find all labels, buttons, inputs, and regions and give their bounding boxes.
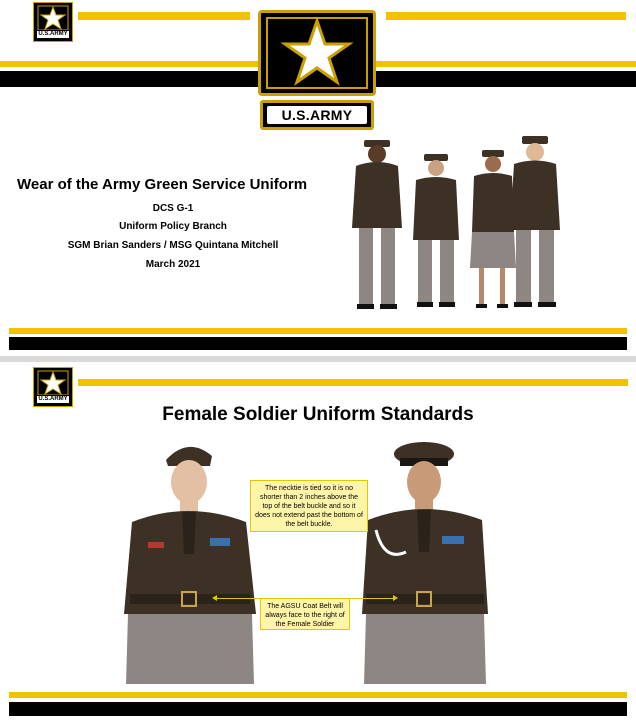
army-logo-small — [33, 367, 73, 407]
army-logo-small — [33, 2, 73, 42]
standards-slide — [0, 362, 636, 725]
army-star-icon — [37, 5, 69, 31]
bottom-gold-rule — [9, 328, 627, 334]
belt-callout: The AGSU Coat Belt will always face to the right of the Female Soldier — [260, 598, 350, 630]
top-gold-rule-right — [386, 12, 626, 20]
female-soldier-service-cap-photo — [362, 434, 488, 684]
top-gold-rule — [78, 379, 628, 386]
logo-wordmark-large: U.S.ARMY — [267, 106, 367, 124]
bottom-black-rule — [9, 337, 627, 350]
bottom-gold-rule — [9, 692, 627, 698]
org-line: DCS G-1 — [152, 203, 194, 214]
army-star-icon — [261, 13, 373, 93]
presenters-line: SGM Brian Sanders / MSG Quintana Mitchell — [67, 240, 279, 251]
branch-line: Uniform Policy Branch — [119, 221, 227, 232]
female-soldier-garrison-cap-photo — [124, 434, 256, 684]
presentation-title: Wear of the Army Green Service Uniform — [17, 176, 308, 193]
belt-pointer-arrow — [216, 598, 394, 599]
bottom-black-rule — [9, 702, 627, 716]
necktie-callout: The necktie is tied so it is no shorter than 2 inches above the top of the belt buckle and so it does not extend past the bottom of the belt buckle. — [250, 480, 368, 532]
top-gold-rule-left — [78, 12, 250, 20]
army-logo-large — [258, 10, 376, 130]
title-slide — [0, 0, 636, 356]
logo-wordmark: U.S.ARMY — [36, 395, 70, 404]
date-line: March 2021 — [145, 259, 201, 270]
logo-wordmark: U.S.ARMY — [36, 30, 70, 39]
soldiers-group-photo — [346, 132, 572, 314]
slide-title: Female Soldier Uniform Standards — [162, 404, 474, 425]
army-star-icon — [37, 370, 69, 396]
